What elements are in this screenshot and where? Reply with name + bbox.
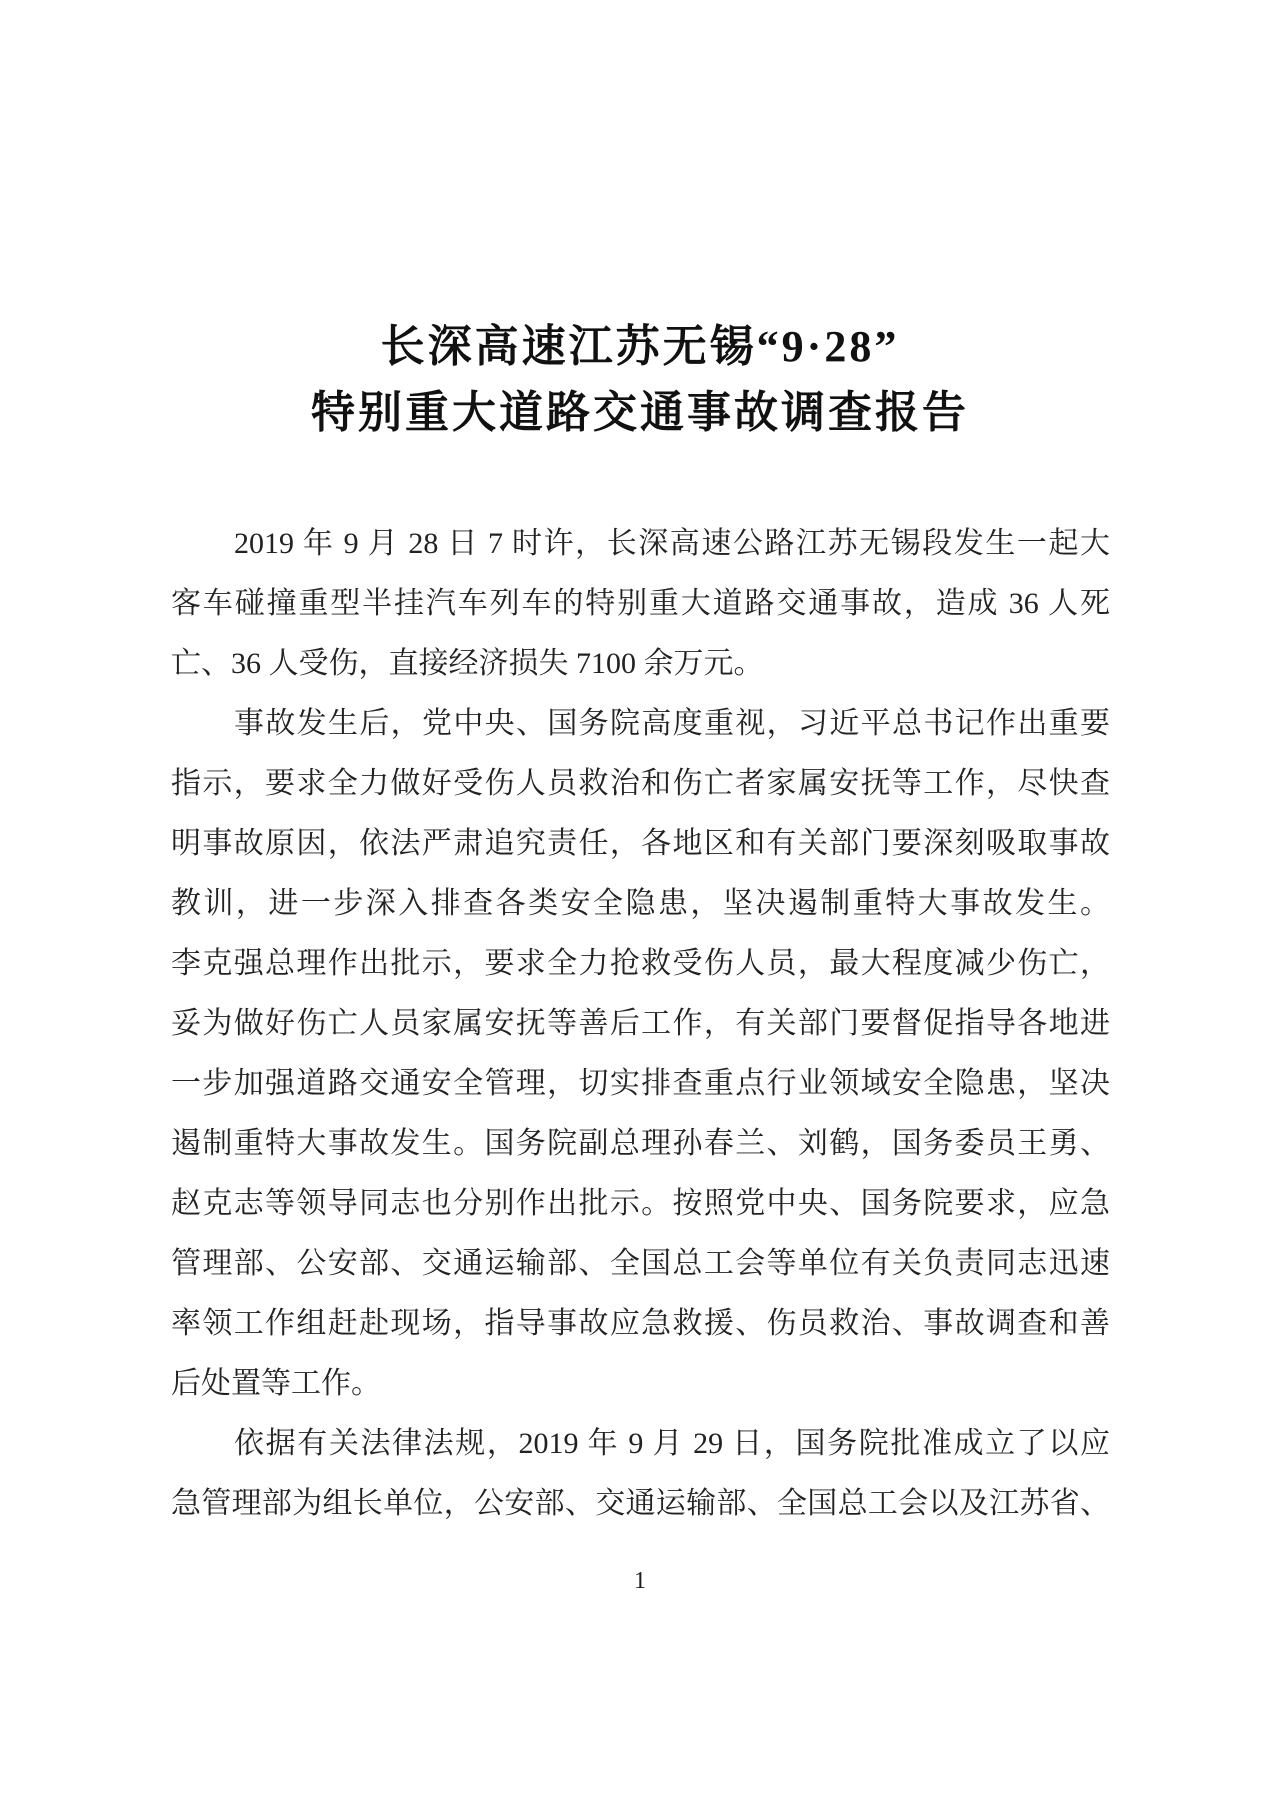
page-number: 1 [634, 1568, 646, 1594]
body-line: 教训，进一步深入排查各类安全隐患，坚决遏制重特大事故发生。 [171, 887, 1110, 920]
document-title [0, 314, 1280, 446]
body-line: 客车碰撞重型半挂汽车列车的特别重大道路交通事故，造成 36 人死 [171, 587, 1110, 620]
body-line: 李克强总理作出批示，要求全力抢救受伤人员，最大程度减少伤亡， [171, 947, 1110, 980]
paragraph-1 [171, 514, 1110, 694]
title-line-2: 特别重大道路交通事故调查报告 [311, 388, 969, 437]
paragraph-2 [171, 694, 1110, 1414]
body-line: 率领工作组赶赴现场，指导事故应急救援、伤员救治、事故调查和善 [171, 1307, 1110, 1340]
body-line: 指示，要求全力做好受伤人员救治和伤亡者家属安抚等工作，尽快查 [171, 767, 1110, 800]
title-line-1: 长深高速江苏无锡“9·28” [380, 322, 900, 371]
document-body [171, 514, 1110, 1534]
body-line: 亡、36 人受伤，直接经济损失 7100 余万元。 [171, 647, 764, 680]
body-line: 遏制重特大事故发生。国务院副总理孙春兰、刘鹤，国务委员王勇、 [171, 1127, 1110, 1160]
body-line: 依据有关法律法规，2019 年 9 月 29 日，国务院批准成立了以应 [234, 1427, 1110, 1460]
body-line: 一步加强道路交通安全管理，切实排查重点行业领域安全隐患，坚决 [171, 1067, 1110, 1100]
paragraph-3 [171, 1414, 1110, 1534]
body-line: 2019 年 9 月 28 日 7 时许，长深高速公路江苏无锡段发生一起大 [234, 527, 1110, 560]
body-line: 事故发生后，党中央、国务院高度重视，习近平总书记作出重要 [234, 707, 1110, 740]
body-line: 赵克志等领导同志也分别作出批示。按照党中央、国务院要求，应急 [171, 1187, 1110, 1220]
body-line: 后处置等工作。 [171, 1367, 381, 1400]
body-line: 妥为做好伤亡人员家属安抚等善后工作，有关部门要督促指导各地进 [171, 1007, 1110, 1040]
body-line: 急管理部为组长单位，公安部、交通运输部、全国总工会以及江苏省、 [171, 1487, 1110, 1520]
body-line: 明事故原因，依法严肃追究责任，各地区和有关部门要深刻吸取事故 [171, 827, 1110, 860]
body-line: 管理部、公安部、交通运输部、全国总工会等单位有关负责同志迅速 [171, 1247, 1110, 1280]
